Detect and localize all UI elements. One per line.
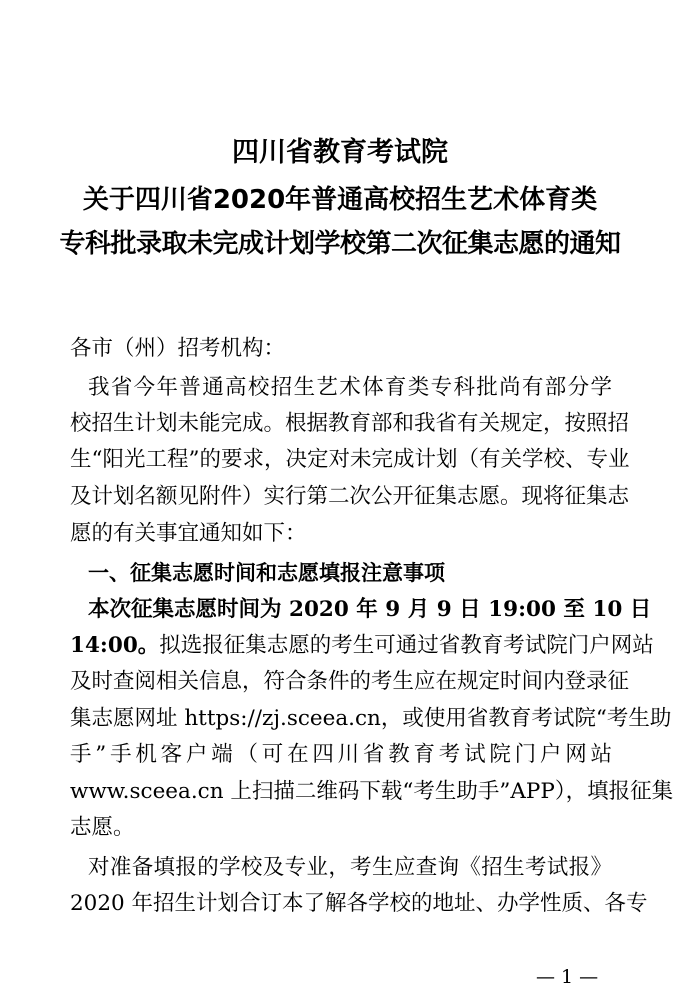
paragraph-1-line-1: 我省今年普通高校招生艺术体育类专科批尚有部分学 — [88, 375, 612, 400]
paragraph-3-line-2: 2020 年招生计划合订本了解各学校的地址、办学性质、各专 — [70, 891, 648, 916]
page-number: — 1 — — [536, 966, 599, 988]
paragraph-2-line-2 — [70, 633, 654, 659]
salutation: 各市（州）招考机构： — [70, 336, 286, 361]
paragraph-3-line-1: 对准备填报的学校及专业，考生应查询《招生考试报》 — [88, 855, 612, 880]
document-title-issuer: 四川省教育考试院 — [232, 137, 448, 168]
paragraph-1-line-4: 及计划名额见附件）实行第二次公开征集志愿。现将征集志 — [70, 484, 630, 509]
paragraph-1-line-2: 校招生计划未能完成。根据教育部和我省有关规定，按照招 — [70, 411, 630, 436]
document-title-line-2: 关于四川省2020年普通高校招生艺术体育类 — [82, 185, 598, 215]
paragraph-2-line-7: 志愿。 — [70, 815, 135, 840]
paragraph-2-line-4: 集志愿网址 https://zj.sceea.cn，或使用省教育考试院“考生助 — [70, 706, 672, 731]
section-1-heading: 一、征集志愿时间和志愿填报注意事项 — [88, 561, 445, 585]
paragraph-2-line-1: 本次征集志愿时间为 2020 年 9 月 9 日 19:00 至 10 日 — [88, 597, 652, 622]
paragraph-1-line-5: 愿的有关事宜通知如下： — [70, 521, 307, 546]
paragraph-2-line-2-text: 拟选报征集志愿的考生可通过省教育考试院门户网站 — [159, 633, 654, 658]
paragraph-2-line-5: 手”手机客户端（可在四川省教育考试院门户网站 — [70, 742, 612, 767]
paragraph-2-line-6: www.sceea.cn 上扫描二维码下载“考生助手”APP），填报征集 — [70, 779, 674, 804]
deadline-time: 14:00。 — [70, 633, 160, 658]
paragraph-1-line-3: 生“阳光工程”的要求，决定对未完成计划（有关学校、专业 — [70, 447, 630, 472]
document-title-line-3: 专科批录取未完成计划学校第二次征集志愿的通知 — [59, 229, 621, 259]
paragraph-2-line-3: 及时查阅相关信息，符合条件的考生应在规定时间内登录征 — [70, 669, 630, 694]
